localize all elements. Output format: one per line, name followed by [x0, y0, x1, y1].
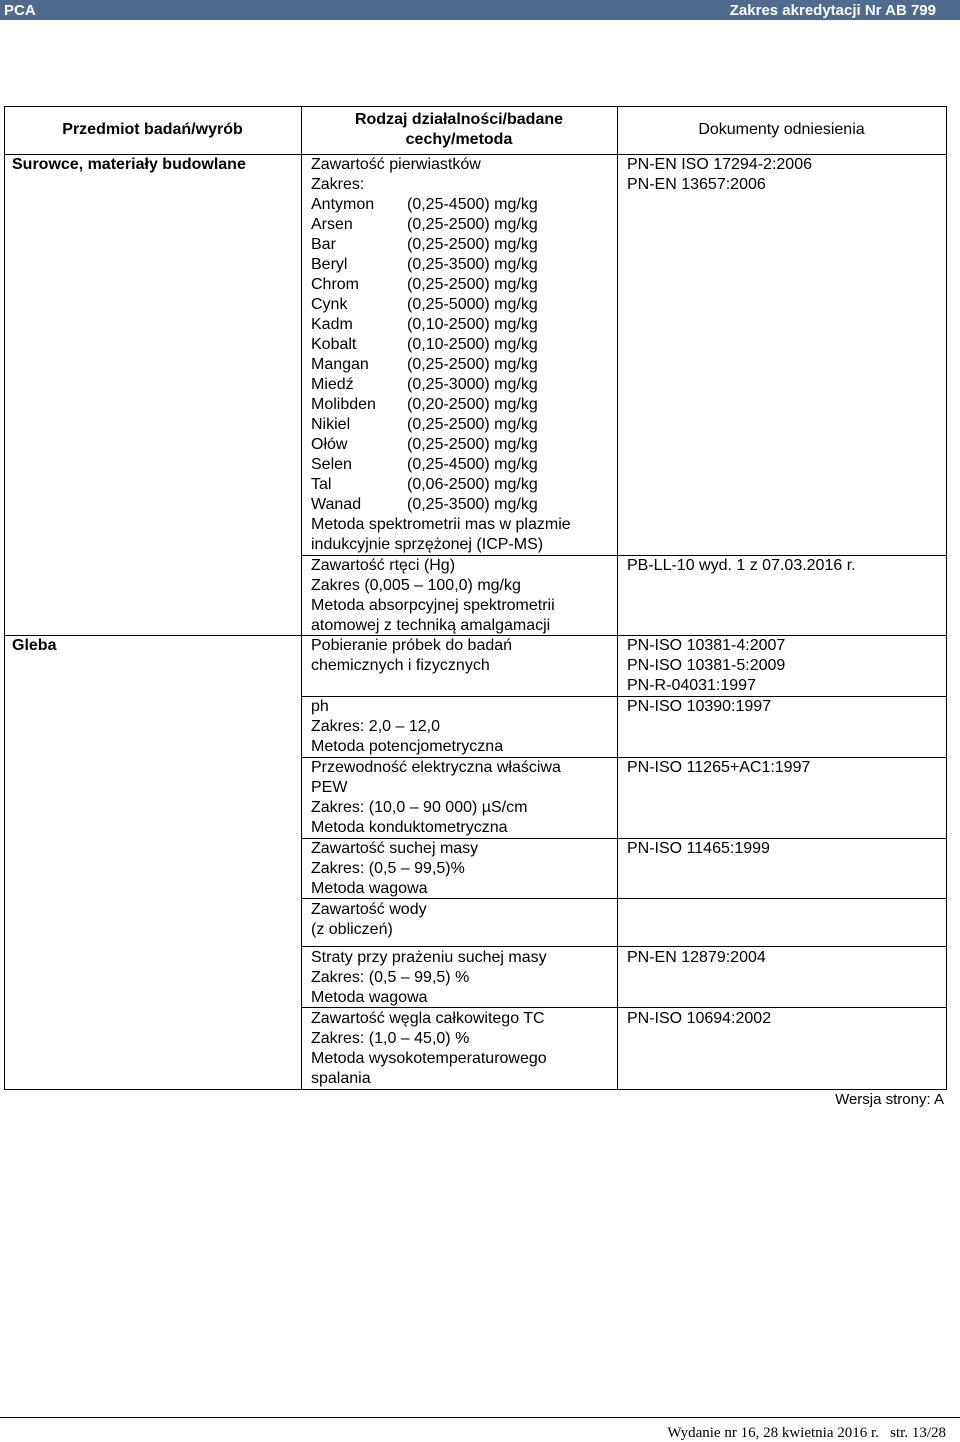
- activity-method-line: Metoda spektrometrii mas w plazmie: [311, 516, 571, 533]
- grid-vline: [617, 106, 618, 1090]
- element-row: [311, 375, 616, 395]
- grid-hline: [4, 106, 947, 107]
- activity-line: spalania: [311, 1070, 371, 1087]
- element-name: Kobalt: [311, 336, 357, 353]
- element-range: (0,25-2500) mg/kg: [407, 416, 538, 433]
- col-header-activity: [301, 110, 617, 150]
- page-version: Wersja strony: A: [835, 1091, 944, 1108]
- subject-materials-text: Surowce, materiały budowlane: [12, 156, 246, 173]
- docs-sampling: [627, 636, 785, 696]
- activity-line: PEW: [311, 779, 348, 796]
- doc-ref: PN-EN 12879:2004: [627, 949, 766, 966]
- activity-line: Metoda konduktometryczna: [311, 819, 508, 836]
- element-row: [311, 455, 616, 475]
- grid-vline: [301, 106, 302, 1090]
- element-row: [311, 435, 616, 455]
- doc-ref: PN-ISO 10381-5:2009: [627, 657, 786, 674]
- activity-line: Metoda wagowa: [311, 989, 428, 1006]
- element-name: Cynk: [311, 296, 348, 313]
- col-header-activity-line1: Rodzaj działalności/badane: [354, 111, 564, 128]
- col-header-activity-line2: cechy/metoda: [405, 131, 513, 148]
- element-range: (0,25-5000) mg/kg: [407, 296, 538, 313]
- element-row: [311, 315, 616, 335]
- activity-line: Zawartość węgla całkowitego TC: [311, 1010, 545, 1027]
- docs-loss: [627, 948, 766, 968]
- activity-dry-mass: [311, 839, 616, 899]
- activity-line: Zawartość rtęci (Hg): [311, 557, 456, 574]
- activity-line: Metoda absorpcyjnej spektrometrii: [311, 597, 555, 614]
- activity-line: Przewodność elektryczna właściwa: [311, 759, 561, 776]
- element-row: [311, 335, 616, 355]
- activity-line: chemicznych i fizycznych: [311, 657, 490, 674]
- activity-line: (z obliczeń): [311, 921, 393, 938]
- grid-vline: [4, 106, 5, 1090]
- subject-materials: [12, 155, 246, 175]
- docs-tc: [627, 1009, 771, 1029]
- activity-line: Zakres: (10,0 – 90 000) µS/cm: [311, 799, 528, 816]
- activity-line: Metoda wysokotemperaturowego: [311, 1050, 547, 1067]
- col-header-docs: [617, 120, 946, 140]
- activity-sampling: [311, 636, 616, 676]
- element-name: Mangan: [311, 356, 369, 373]
- docs-ph: [627, 697, 771, 717]
- activity-line: Zawartość suchej masy: [311, 840, 479, 857]
- activity-pew: [311, 758, 616, 838]
- element-row: [311, 495, 616, 515]
- element-range: (0,25-3500) mg/kg: [407, 256, 538, 273]
- doc-ref: PB-LL-10 wyd. 1 z 07.03.2016 r.: [627, 557, 856, 574]
- activity-line: Metoda wagowa: [311, 880, 428, 897]
- activity-line: Zawartość wody: [311, 901, 427, 918]
- grid-hline: [4, 1089, 947, 1090]
- header-title: Zakres akredytacji Nr AB 799: [729, 2, 936, 19]
- element-row: [311, 215, 616, 235]
- grid-vline: [946, 106, 947, 1090]
- element-name: Miedź: [311, 376, 354, 393]
- activity-line: Metoda potencjometryczna: [311, 738, 504, 755]
- activity-line: Straty przy prażeniu suchej masy: [311, 949, 547, 966]
- docs-elements: [627, 155, 812, 195]
- col-header-docs-text: Dokumenty odniesienia: [698, 121, 865, 138]
- element-range: (0,25-2500) mg/kg: [407, 216, 538, 233]
- element-name: Antymon: [311, 196, 375, 213]
- doc-ref: PN-EN ISO 17294-2:2006: [627, 156, 812, 173]
- doc-ref: PN-ISO 10390:1997: [627, 698, 772, 715]
- footer-divider: [0, 1417, 960, 1418]
- element-row: [311, 395, 616, 415]
- grid-hline: [301, 946, 947, 947]
- activity-loss: [311, 948, 616, 1008]
- element-range: (0,25-2500) mg/kg: [407, 356, 538, 373]
- element-name: Selen: [311, 456, 352, 473]
- element-name: Chrom: [311, 276, 360, 293]
- doc-ref: PN-ISO 11265+AC1:1997: [627, 759, 811, 776]
- element-row: [311, 235, 616, 255]
- element-row: [311, 255, 616, 275]
- col-header-subject: [4, 120, 301, 140]
- activity-tc: [311, 1009, 616, 1089]
- element-name: Wanad: [311, 496, 362, 513]
- element-row: [311, 275, 616, 295]
- activity-method-line: indukcyjnie sprzężonej (ICP-MS): [311, 536, 544, 553]
- element-range: (0,20-2500) mg/kg: [407, 396, 538, 413]
- header-org: PCA: [4, 2, 36, 19]
- subject-soil-text: Gleba: [12, 637, 57, 654]
- element-range: (0,25-4500) mg/kg: [407, 456, 538, 473]
- docs-dry-mass: [627, 839, 770, 859]
- doc-ref: PN-ISO 11465:1999: [627, 840, 770, 857]
- docs-pew: [627, 758, 810, 778]
- element-range: (0,25-3000) mg/kg: [407, 376, 538, 393]
- element-name: Tal: [311, 476, 332, 493]
- page-header: [0, 0, 960, 20]
- element-name: Arsen: [311, 216, 353, 233]
- activity-line: Zakres: (1,0 – 45,0) %: [311, 1030, 470, 1047]
- docs-mercury: [627, 556, 856, 576]
- element-range: (0,25-2500) mg/kg: [407, 436, 538, 453]
- doc-ref: PN-ISO 10694:2002: [627, 1010, 772, 1027]
- element-row: [311, 195, 616, 215]
- element-range: (0,25-3500) mg/kg: [407, 496, 538, 513]
- page-footer: Wydanie nr 16, 28 kwietnia 2016 r. str. 13/28: [667, 1425, 946, 1441]
- element-range: (0,25-2500) mg/kg: [407, 236, 538, 253]
- activity-mercury: [311, 556, 616, 636]
- element-name: Molibden: [311, 396, 376, 413]
- element-row: [311, 295, 616, 315]
- element-range: (0,10-2500) mg/kg: [407, 336, 538, 353]
- activity-line: atomowej z techniką amalgamacji: [311, 617, 551, 634]
- element-name: Nikiel: [311, 416, 351, 433]
- doc-ref: PN-ISO 10381-4:2007: [627, 637, 786, 654]
- element-range: (0,25-4500) mg/kg: [407, 196, 538, 213]
- element-list: [311, 195, 616, 515]
- col-header-subject-text: Przedmiot badań/wyrób: [62, 121, 243, 138]
- activity-line: Zakres (0,005 – 100,0) mg/kg: [311, 577, 521, 594]
- element-range: (0,10-2500) mg/kg: [407, 316, 538, 333]
- activity-elements: [311, 155, 616, 555]
- element-name: Kadm: [311, 316, 353, 333]
- element-range: (0,06-2500) mg/kg: [407, 476, 538, 493]
- element-name: Beryl: [311, 256, 348, 273]
- subject-soil: [12, 636, 56, 656]
- element-row: [311, 475, 616, 495]
- doc-ref: PN-EN 13657:2006: [627, 176, 766, 193]
- doc-ref: PN-R-04031:1997: [627, 677, 756, 694]
- activity-title: Zawartość pierwiastków: [311, 156, 481, 173]
- element-row: [311, 355, 616, 375]
- element-row: [311, 415, 616, 435]
- activity-line: ph: [311, 698, 329, 715]
- activity-line: Zakres: 2,0 – 12,0: [311, 718, 440, 735]
- activity-line: Zakres: (0,5 – 99,5)%: [311, 860, 465, 877]
- activity-ph: [311, 697, 616, 757]
- activity-water: [311, 900, 616, 940]
- element-name: Ołów: [311, 436, 348, 453]
- element-range: (0,25-2500) mg/kg: [407, 276, 538, 293]
- activity-range-label: Zakres:: [311, 176, 365, 193]
- activity-line: Pobieranie próbek do badań: [311, 637, 513, 654]
- activity-line: Zakres: (0,5 – 99,5) %: [311, 969, 470, 986]
- element-name: Bar: [311, 236, 336, 253]
